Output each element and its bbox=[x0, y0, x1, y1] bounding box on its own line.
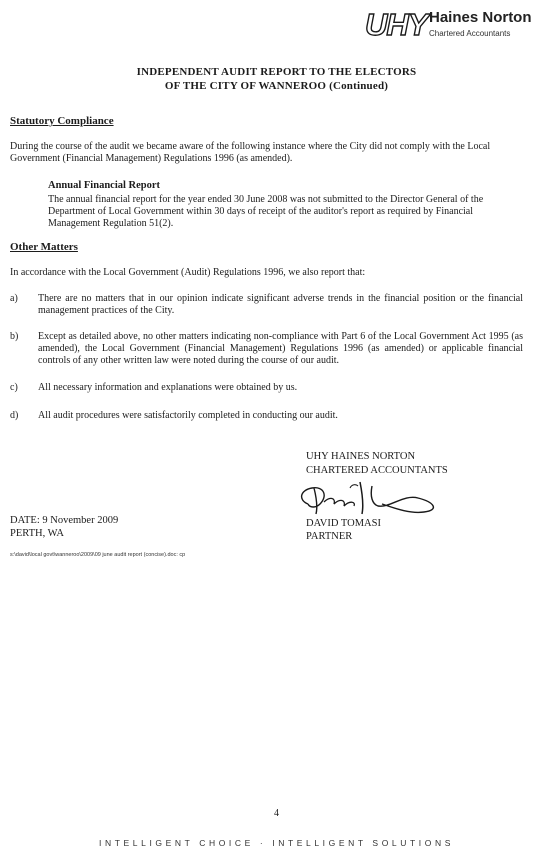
item-text: There are no matters that in our opinion indicate significant adverse trends in the financial position or the financial management practices of the City. bbox=[38, 293, 523, 316]
file-path: s:\david\local govt\wanneroo\2009\09 june audit report (concise).doc: cp bbox=[10, 552, 186, 558]
firm-name: Haines Norton bbox=[429, 9, 532, 26]
item-label: c) bbox=[10, 382, 18, 393]
annual-report-heading: Annual Financial Report bbox=[48, 180, 161, 191]
statutory-compliance-heading: Statutory Compliance bbox=[10, 115, 114, 127]
report-date: DATE: 9 November 2009 bbox=[10, 515, 119, 526]
uhy-logo bbox=[365, 8, 550, 42]
page-number: 4 bbox=[274, 808, 279, 819]
item-label: d) bbox=[10, 410, 19, 421]
item-label: a) bbox=[10, 293, 18, 304]
firm-subtitle: Chartered Accountants bbox=[429, 29, 511, 38]
handwritten-signature bbox=[294, 474, 454, 520]
item-text: All necessary information and explanations were obtained by us. bbox=[38, 382, 298, 393]
footer-tagline: INTELLIGENT CHOICE · INTELLIGENT SOLUTIONS bbox=[99, 838, 454, 848]
logo-mark: UHY bbox=[365, 7, 428, 42]
item-label: b) bbox=[10, 331, 19, 342]
signoff-firm: UHY HAINES NORTON bbox=[306, 451, 416, 462]
item-text: All audit procedures were satisfactorily completed in conducting our audit. bbox=[38, 410, 338, 421]
other-matters-intro: In accordance with the Local Government (Audit) Regulations 1996, we also report that: bbox=[10, 267, 366, 278]
report-title-line1: INDEPENDENT AUDIT REPORT TO THE ELECTORS bbox=[136, 66, 417, 78]
report-title-line2: OF THE CITY OF WANNEROO (Continued) bbox=[164, 80, 389, 92]
item-text: Except as detailed above, no other matters indicating non-compliance with Part 6 of the Local Government Act 1995 (as amended), the Local Government (Financial Management) Regulations 1996 (as amended) or applicable financial controls of any other written law were noted during the course of our audit. bbox=[38, 331, 523, 366]
signoff-firm-type: CHARTERED ACCOUNTANTS bbox=[306, 465, 448, 476]
report-place: PERTH, WA bbox=[10, 528, 65, 539]
statutory-intro: During the course of the audit we became aware of the following instance where the City did not comply with the Local Government (Financial Management) Regulations 1996 (as amended). bbox=[10, 141, 491, 164]
signatory-role: PARTNER bbox=[306, 531, 353, 542]
other-matters-heading: Other Matters bbox=[10, 241, 78, 253]
annual-report-text: The annual financial report for the year ended 30 June 2008 was not submitted to the Director General of the Department of Local Government within 30 days of receipt of the auditor's report as required by Financial Management Regulation 51(2). bbox=[48, 194, 484, 229]
signatory-name: DAVID TOMASI bbox=[306, 518, 381, 529]
